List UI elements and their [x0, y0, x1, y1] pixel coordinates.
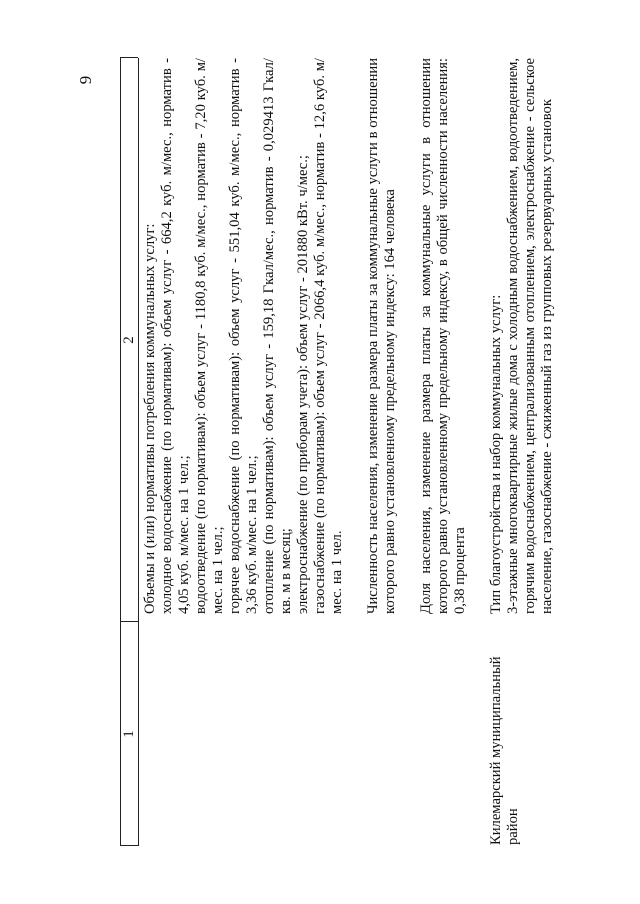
table-right-border	[120, 57, 138, 58]
volumes-gas: газоснабжение (по нормативам): объем услуг - 2066,4 куб. м/мес., норматив - 12,6 куб. м/мес. на 1 чел.	[312, 58, 345, 614]
amenity-description: 3-этажные многоквартирные жилые дома с холодным водоснабжением, водоотведением, горячим водоснабжением, централизованным отоплением, электроснабжение - сельское население, газоснабжение - сжиженный газ из групповых резервуарных установок	[505, 58, 555, 614]
table-left-border	[120, 845, 138, 846]
volumes-electricity: электроснабжение (по приборам учета): объем услуг - 201880 кВт. ч/мес.;	[295, 155, 311, 614]
population-text: Численность населения, изменение размера платы за коммунальные услуги в отношении которого равно установленному предельному индексу: 164 человека	[365, 58, 398, 614]
page-number: 9	[76, 75, 95, 85]
volumes-hot-water: горячее водоснабжение (по нормативам): объем услуг - 551,04 куб. м/мес., норматив - 3,36 куб. м/мес. на 1 чел.;	[227, 58, 260, 614]
volumes-block	[142, 58, 469, 614]
amenity-block	[488, 58, 556, 614]
amenity-heading: Тип благоустройства и набор коммунальных услуг:	[488, 294, 504, 614]
volumes-heading: Объемы и (или) нормативы потребления коммунальных услуг:	[142, 223, 158, 614]
table-header-border	[138, 58, 139, 846]
population-share-text: Доля населения, изменение размера платы за коммунальные услуги в отношении которого равно установленному предельному индексу, в общей численности населения: 0,38 процента	[418, 58, 468, 614]
volumes-cold-water: холодное водоснабжение (по нормативам): объем услуг - 664,2 куб. м/мес., норматив - 4,05 куб. м/мес. на 1 чел.;	[159, 58, 192, 614]
volumes-heating: отопление (по нормативам): объем услуг - 159,18 Гкал/мес., норматив - 0,029413 Гкал/кв. м в месяц;	[261, 58, 294, 614]
region-name: Килемарский муниципальный район	[488, 656, 521, 845]
column-divider	[120, 621, 138, 622]
column-2-header: 2	[121, 336, 137, 344]
column-1-header: 1	[121, 730, 137, 738]
volumes-drainage: водоотведение (по нормативам): объем услуг - 1180,8 куб. м/мес., норматив - 7,20 куб. м/мес. на 1 чел.;	[193, 58, 226, 614]
